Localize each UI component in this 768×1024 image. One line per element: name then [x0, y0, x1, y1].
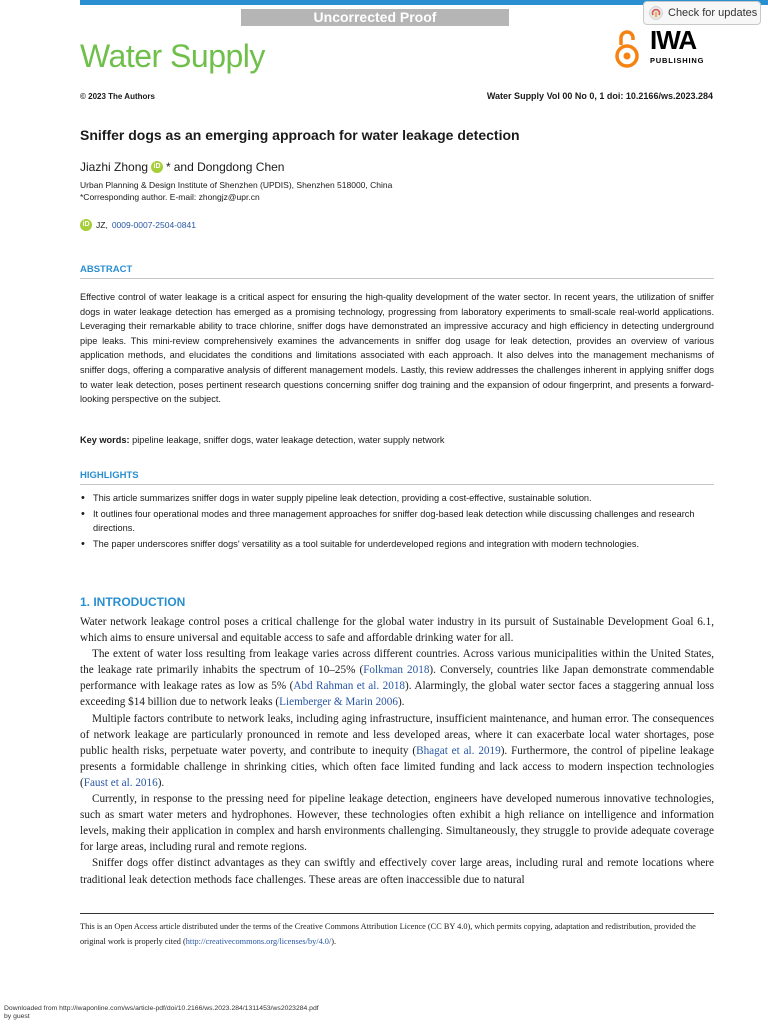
corresponding-star: * [166, 160, 171, 174]
footnote-rule [80, 913, 714, 914]
check-updates-icon [649, 6, 663, 20]
check-for-updates-button[interactable] [643, 1, 761, 25]
affiliation-block [80, 179, 392, 203]
uncorrected-proof-banner: Uncorrected Proof [241, 9, 509, 26]
introduction-body [80, 614, 714, 888]
intro-paragraph: Water network leakage control poses a critical challenge for the global water industry in its pursuit of Sustainable Development Goal 6.1, which aims to ensure universal and equitable access to safe and affordable drinking water for all. [80, 616, 714, 645]
highlights-list [80, 492, 714, 554]
highlight-item: • This article summarizes sniffer dogs in water supply pipeline leak detection, providing a cost-effective, sustainable solution. [80, 492, 714, 506]
intro-paragraph: Multiple factors contribute to network leaks, including aging infrastructure, insufficient maintenance, and human error. The consequences of network leakage are particularly pronounced in remote and less developed areas, where it can exacerbate local water shortages, pose public health risks, perpetuate water poverty, and contribute to inequity (Bhagat et al. 2019). Furthermore, the control of pipeline leakage presents a formidable challenge in shrinking cities, which often face limited funding and lack access to modern inspection technologies (Faust et al. 2016). [80, 712, 714, 789]
download-note-line: Downloaded from http://iwaponline.com/ws/article-pdf/doi/10.2166/ws.2023.284/1311453/ws2023284.pdf [4, 1005, 319, 1012]
publisher-logo [650, 26, 714, 70]
publisher-logo-publishing: PUBLISHING [650, 56, 705, 65]
abstract-rule [80, 278, 714, 279]
journal-title: Water Supply [80, 38, 265, 74]
publisher-logo-iwa: IWA [650, 25, 697, 55]
highlight-item: • The paper underscores sniffer dogs' versatility as a tool suitable for underdeveloped regions and integration with modern technologies. [80, 538, 714, 552]
highlights-heading: HIGHLIGHTS [80, 470, 139, 481]
orcid-icon[interactable]: iD [151, 161, 163, 173]
intro-paragraph: Currently, in response to the pressing need for pipeline leakage detection, engineers have developed numerous innovative technologies, such as smart water meters and hydrophones. However, these technologies often exhibit a high reliance on intelligence and information levels, making their application in complex and harsh environments challenging. Simultaneously, they struggle to provide adequate coverage for large areas, including rural and remote regions. [80, 793, 714, 854]
coauthor-name[interactable]: and Dongdong Chen [173, 160, 285, 174]
article-title: Sniffer dogs as an emerging approach for water leakage detection [80, 127, 520, 143]
affiliation: Urban Planning & Design Institute of Shenzhen (UPDIS), Shenzhen 518000, China [80, 180, 393, 190]
check-updates-label: Check for updates [668, 7, 758, 19]
download-note-line: by guest [4, 1013, 30, 1020]
abstract-text: Effective control of water leakage is a critical aspect for ensuring the high-quality development of the water sector. In recent years, the utilization of sniffer dogs in water leakage detection has emerged as a promising technology, progressing from laboratory experiments to small-scale real-world applications. Leveraging their remarkable ability to trace chlorine, sniffer dogs have demonstrated an impressive accuracy and high efficiency in detecting underground pipe leaks. This mini-review comprehensively examines the advancements in sniffer dog usage for leak detection, provides an overview of various application methods, and elucidates the conditions and limitations associated with each approach. It also delves into the management mechanisms of sniffer dogs, offering a comparative analysis of different management models. Lastly, this review addresses the challenges inherent in applying sniffer dogs to water leak detection, poses pertinent research questions concerning sniffer dog training and the expansion of odour fingerprint, and presents a forward-looking perspective on the subject. [80, 292, 714, 405]
keywords-line [80, 435, 445, 445]
author-name[interactable]: Jiazhi Zhong [80, 160, 149, 174]
intro-paragraph: Sniffer dogs offer distinct advantages as they can swiftly and effectively cover large areas, including rural and remote locations where traditional leak detection methods face challenges. These areas are often inaccessible due to natural [80, 857, 714, 886]
orcid-link[interactable]: 0009-0007-2504-0841 [111, 220, 196, 230]
highlight-item: • It outlines four operational modes and three management approaches for sniffer dog-based leak detection while discussing challenges and research directions. [80, 508, 714, 535]
download-note [4, 1005, 319, 1021]
citation-line: Water Supply Vol 00 No 0, 1 doi: 10.2166/ws.2023.284 [486, 91, 713, 101]
orcid-icon: iD [80, 219, 92, 231]
orcid-prefix: JZ, [96, 220, 108, 230]
keywords-label: Key words: [80, 435, 130, 445]
author-line [80, 160, 284, 174]
license-footnote: This is an Open Access article distributed under the terms of the Creative Commons Attribution Licence (CC BY 4.0), which permits copying, adaptation and redistribution, provided the original work is properly cited (http://creativecommons.org/licenses/by/4.0/). [80, 922, 696, 946]
highlights-rule [80, 484, 714, 485]
license-link[interactable]: http://creativecommons.org/licenses/by/4.0/ [185, 937, 332, 946]
abstract-heading: ABSTRACT [80, 264, 133, 275]
citation-link[interactable]: Abd Rahman et al. 2018 [293, 680, 406, 693]
citation-link[interactable]: Folkman 2018 [363, 664, 430, 677]
intro-paragraph: The extent of water loss resulting from leakage varies across different countries. Across various municipalities within the United States, the leakage rate primarily inhabits the spectrum of 10–25% (Folkman 2018). Conversely, countries like Japan demonstrate commendable performance with leakage rates as low as 5% (Abd Rahman et al. 2018). Alarmingly, the global water sector faces a staggering annual loss exceeding $14 billion due to network leaks (Liemberger & Marin 2006). [80, 648, 715, 709]
introduction-heading: 1. INTRODUCTION [80, 595, 186, 609]
keywords-list: pipeline leakage, sniffer dogs, water leakage detection, water supply network [132, 435, 445, 445]
orcid-line [80, 219, 196, 231]
corresponding-author: *Corresponding author. E-mail: zhongjz@upr.cn [80, 192, 260, 202]
open-access-icon [614, 28, 640, 70]
citation-link[interactable]: Bhagat et al. 2019 [416, 744, 501, 757]
copyright-notice: © 2023 The Authors [80, 92, 155, 101]
citation-link[interactable]: Faust et al. 2016 [83, 776, 158, 789]
citation-link[interactable]: Liemberger & Marin 2006 [279, 696, 398, 709]
